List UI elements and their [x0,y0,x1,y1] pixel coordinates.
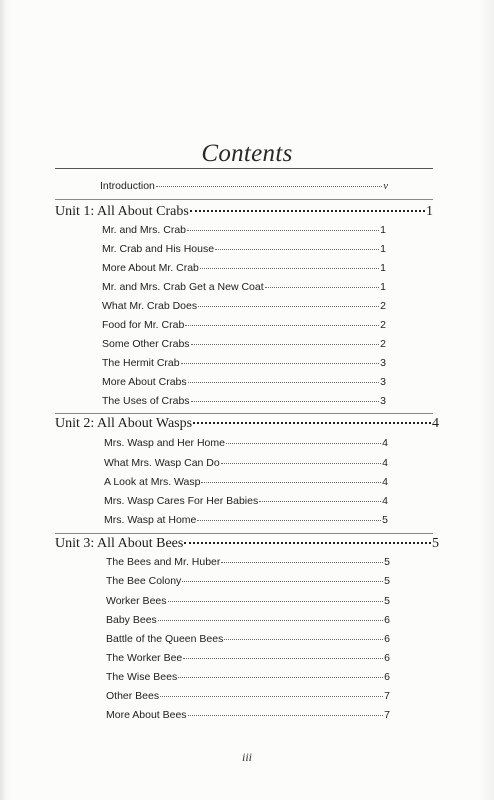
toc-entry-page: 4 [382,437,388,449]
toc-entry[interactable] [106,652,390,664]
toc-entry[interactable] [106,709,390,721]
dot-leader [178,677,383,678]
toc-entry-page: 1 [380,281,386,293]
page-edge-shadow [0,0,6,800]
toc-entry[interactable] [102,281,386,293]
toc-unit-label: Unit 3: All About Bees [55,536,184,551]
toc-entry[interactable] [106,556,390,568]
dot-leader [265,287,380,288]
dot-leader [226,443,381,444]
toc-unit-3[interactable] [55,536,439,552]
dot-leader [185,325,379,326]
dot-leader [201,482,381,483]
toc-entry[interactable] [102,395,386,407]
toc-unit-label: Unit 1: All About Crabs [55,204,189,219]
toc-entry[interactable] [106,614,390,626]
dot-leader [224,639,383,640]
toc-entry-label: The Worker Bee [106,652,183,664]
dot-leader [200,268,379,269]
toc-entry-page: 7 [384,690,390,702]
toc-entry-label: Battle of the Queen Bees [106,633,224,645]
toc-entry-label: Introduction [100,180,155,192]
toc-entry-page: 2 [380,338,386,350]
dot-leader [184,542,431,544]
toc-entry-label: What Mrs. Wasp Can Do [104,457,220,469]
toc-entry[interactable] [104,437,388,449]
toc-entry[interactable] [104,476,388,488]
toc-entry-page: 4 [382,495,388,507]
toc-entry-page: 6 [384,633,390,645]
toc-entry[interactable] [106,690,390,702]
toc-entry-page: 7 [384,709,390,721]
toc-entry-label: The Bees and Mr. Huber [106,556,221,568]
toc-entry-label: The Bee Colony [106,575,182,587]
toc-entry[interactable] [102,319,386,331]
toc-entry-label: Some Other Crabs [102,338,190,350]
toc-entry[interactable] [102,357,386,369]
toc-unit-2[interactable] [55,416,439,432]
toc-entry[interactable] [102,243,386,255]
dot-leader [215,249,379,250]
unit-3-rule [55,533,433,534]
toc-entry-label: More About Mr. Crab [102,262,199,274]
dot-leader [158,620,383,621]
title-rule [55,168,433,169]
toc-entry-page: 1 [380,243,386,255]
dot-leader [197,520,381,521]
toc-entry-page: 1 [380,224,386,236]
toc-entry-page: 4 [382,476,388,488]
toc-entry-label: Mrs. Wasp Cares For Her Babies [104,495,259,507]
toc-entry[interactable] [102,300,386,312]
dot-leader [193,422,431,424]
toc-entry[interactable] [106,671,390,683]
toc-entry[interactable] [102,338,386,350]
toc-entry-label: Mrs. Wasp at Home [104,514,197,526]
toc-entry-page: 6 [384,671,390,683]
page-number-footer: iii [241,750,252,764]
toc-entry-label: A Look at Mrs. Wasp [104,476,201,488]
dot-leader [182,581,383,582]
toc-entry-label: Mr. Crab and His House [102,243,215,255]
toc-unit-label: Unit 2: All About Wasps [55,416,193,431]
dot-leader [187,230,379,231]
toc-entry[interactable] [104,514,388,526]
toc-entry-page: 3 [380,395,386,407]
toc-unit-1[interactable] [55,204,433,220]
toc-entry-page: v [383,181,388,192]
dot-leader [188,382,380,383]
toc-entry-label: Mr. and Mrs. Crab Get a New Coat [102,281,264,293]
toc-entry-page: 3 [380,376,386,388]
dot-leader [188,715,384,716]
unit-2-rule [55,413,433,414]
dot-leader [259,501,381,502]
page-title: Contents [201,140,293,167]
toc-entry[interactable] [106,575,390,587]
toc-entry[interactable] [106,595,390,607]
toc-entry-label: Other Bees [106,690,160,702]
toc-entry[interactable] [102,262,386,274]
toc-entry-label: More About Bees [106,709,187,721]
toc-entry-introduction[interactable] [100,180,388,192]
toc-unit-page: 5 [432,536,439,551]
dot-leader [190,210,425,212]
toc-entry-label: Worker Bees [106,595,167,607]
dot-leader [168,601,384,602]
unit-1-rule [55,199,433,200]
toc-entry-label: The Uses of Crabs [102,395,190,407]
toc-entry-page: 2 [380,300,386,312]
dot-leader [191,401,380,402]
toc-entry-label: Mrs. Wasp and Her Home [104,437,225,449]
toc-unit-page: 1 [426,204,433,219]
toc-entry-page: 2 [380,319,386,331]
toc-entry[interactable] [104,457,388,469]
dot-leader [156,186,382,187]
toc-entry-label: The Wise Bees [106,671,178,683]
toc-entry-label: Baby Bees [106,614,157,626]
toc-entry-page: 4 [382,457,388,469]
dot-leader [198,306,379,307]
dot-leader [181,363,380,364]
toc-entry-label: Food for Mr. Crab [102,319,185,331]
toc-entry-label: What Mr. Crab Does [102,300,198,312]
toc-entry-label: More About Crabs [102,376,187,388]
toc-entry-label: Mr. and Mrs. Crab [102,224,187,236]
toc-entry-page: 5 [382,514,388,526]
toc-entry-page: 6 [384,652,390,664]
toc-entry[interactable] [106,633,390,645]
toc-entry-page: 5 [384,595,390,607]
dot-leader [191,344,380,345]
toc-entry-page: 5 [384,575,390,587]
dot-leader [160,696,383,697]
dot-leader [221,562,383,563]
toc-unit-page: 4 [432,416,439,431]
dot-leader [221,463,381,464]
toc-entry-page: 1 [380,262,386,274]
toc-entry-page: 5 [384,556,390,568]
toc-entry-page: 6 [384,614,390,626]
toc-entry[interactable] [104,495,388,507]
toc-entry[interactable] [102,224,386,236]
toc-entry[interactable] [102,376,386,388]
toc-entry-page: 3 [380,357,386,369]
toc-entry-label: The Hermit Crab [102,357,180,369]
dot-leader [183,658,383,659]
